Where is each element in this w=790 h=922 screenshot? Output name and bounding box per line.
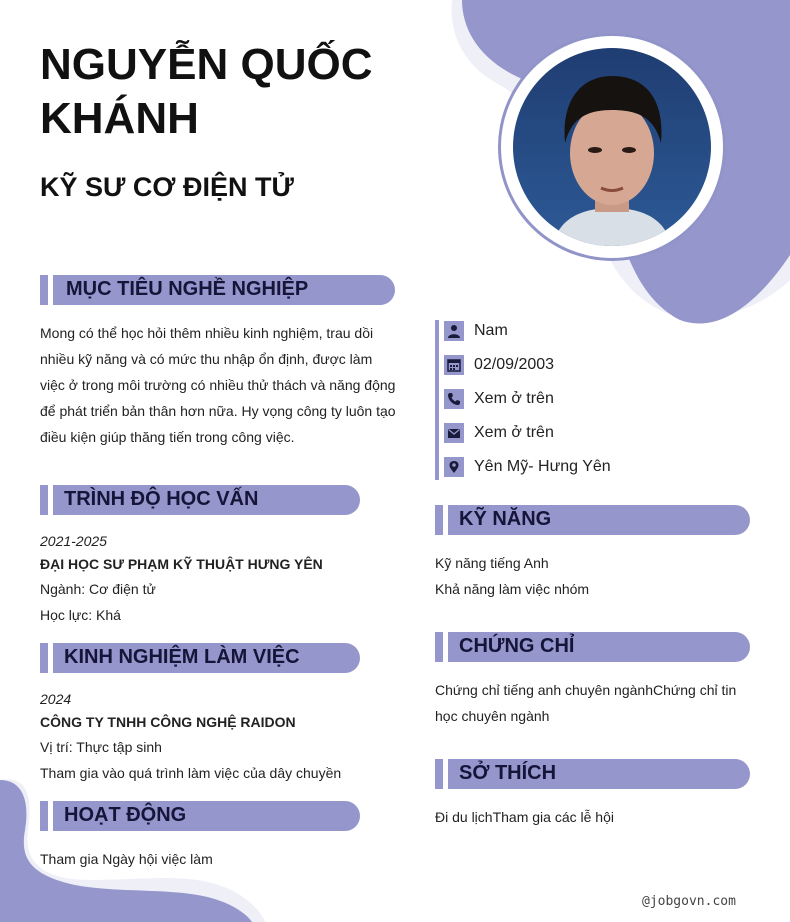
calendar-icon — [444, 355, 464, 375]
section-title: SỞ THÍCH — [459, 762, 557, 784]
candidate-name: NGUYỄN QUỐC KHÁNH — [40, 40, 373, 143]
location-pin-icon — [444, 457, 464, 477]
education-school: ĐẠI HỌC SƯ PHẠM KỸ THUẬT HƯNG YÊN — [40, 556, 323, 572]
job-title: KỸ SƯ CƠ ĐIỆN TỬ — [40, 172, 294, 202]
section-heading-objective — [40, 275, 395, 305]
skill-item: Kỹ năng tiếng Anh — [435, 555, 549, 571]
watermark: @jobgovn.com — [642, 894, 736, 909]
contact-value: Nam — [474, 322, 508, 339]
section-heading-experience — [40, 643, 360, 673]
skill-item: Khả năng làm việc nhóm — [435, 581, 590, 597]
email-icon — [444, 423, 464, 443]
section-title: HOẠT ĐỘNG — [64, 804, 187, 826]
section-title: KỸ NĂNG — [459, 508, 552, 530]
section-title: TRÌNH ĐỘ HỌC VẤN — [64, 488, 259, 510]
avatar — [513, 48, 711, 246]
contact-value: 02/09/2003 — [474, 356, 555, 373]
experience-position: Vị trí: Thực tập sinh — [40, 739, 162, 755]
contact-value: Xem ở trên — [474, 424, 554, 441]
section-title: KINH NGHIỆM LÀM VIỆC — [64, 646, 300, 668]
section-title: MỤC TIÊU NGHỀ NGHIỆP — [66, 278, 309, 300]
education-period: 2021-2025 — [40, 533, 107, 549]
section-title: CHỨNG CHỈ — [459, 635, 575, 657]
contact-accent-bar — [435, 320, 439, 480]
experience-period: 2024 — [40, 691, 72, 707]
section-heading-education — [40, 485, 360, 515]
experience-company: CÔNG TY TNHH CÔNG NGHỆ RAIDON — [40, 714, 296, 730]
section-heading-skills — [435, 505, 750, 535]
education-major: Ngành: Cơ điện tử — [40, 581, 156, 597]
contact-value: Yên Mỹ- Hưng Yên — [474, 458, 611, 475]
contact-value: Xem ở trên — [474, 390, 554, 407]
section-heading-activities — [40, 801, 360, 831]
education-grade: Học lực: Khá — [40, 607, 121, 623]
objective-text: Mong có thể học hỏi thêm nhiều kinh nghiệm, trau dồi nhiều kỹ năng và có mức thu nhập ổn định, được làm việc ở trong môi trường có nhiều thử thách và năng động để phát triển bản thân hơn nữa. Hy vọng công ty luôn tạo điều kiện giúp thăng tiến trong công việc. — [40, 325, 396, 445]
hobbies-text: Đi du lịchTham gia các lễ hội — [435, 809, 614, 825]
section-heading-hobbies — [435, 759, 750, 789]
phone-icon — [444, 389, 464, 409]
certificates-text: Chứng chỉ tiếng anh chuyên ngànhChứng chỉ tin học chuyên ngành — [435, 682, 737, 724]
activities-text: Tham gia Ngày hội việc làm — [40, 851, 213, 867]
experience-description: Tham gia vào quá trình làm việc của dây chuyền — [40, 765, 342, 781]
person-icon — [444, 321, 464, 341]
section-heading-certificates — [435, 632, 750, 662]
